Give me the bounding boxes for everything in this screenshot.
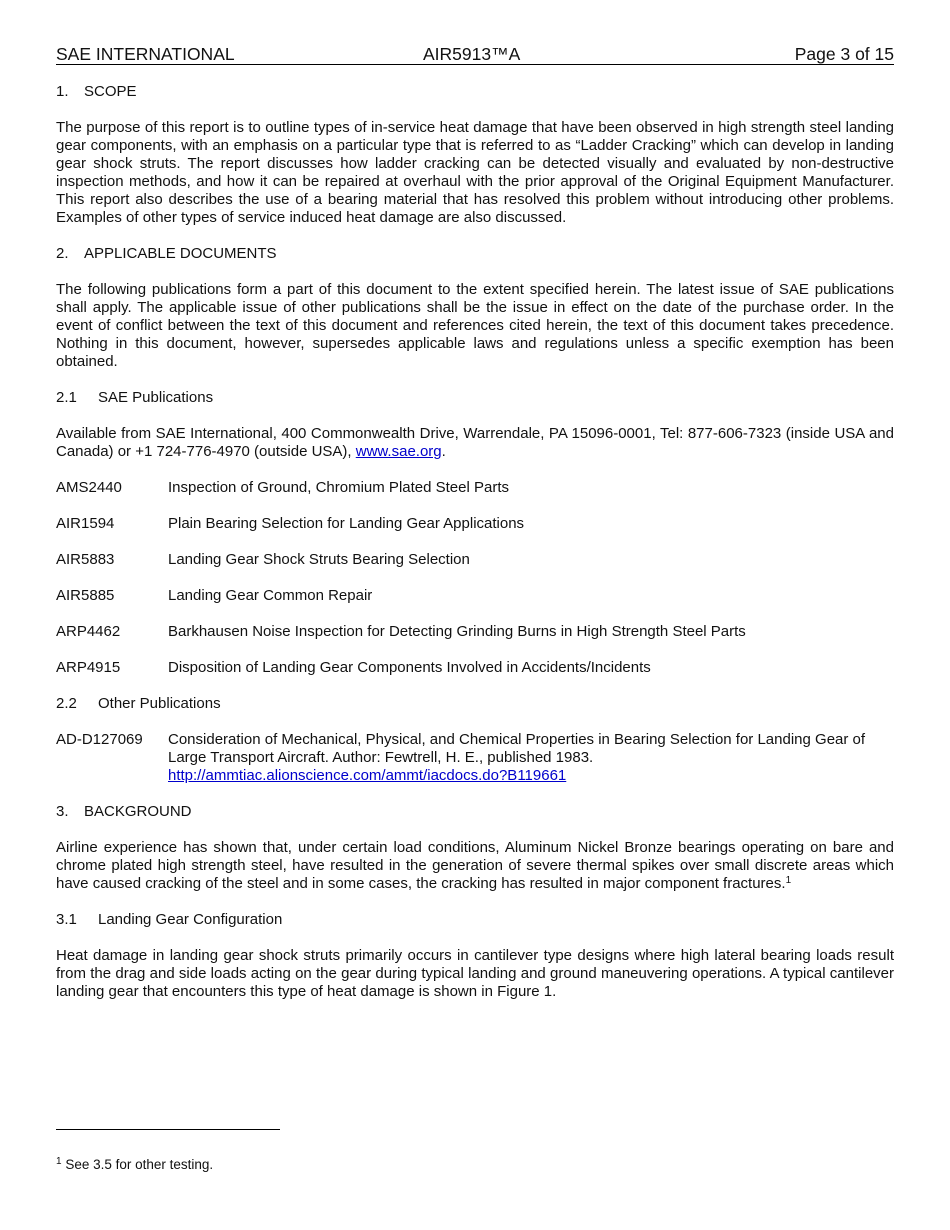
reference-title: Inspection of Ground, Chromium Plated Steel Parts [168,479,510,496]
header-doc-number: AIR5913™A [423,44,521,64]
header-org: SAE INTERNATIONAL [56,44,235,64]
section-number: 2.1 [56,389,77,406]
section-number: 1. [56,83,69,100]
reference-title: Landing Gear Common Repair [168,587,373,604]
reference-title: Consideration of Mechanical, Physical, and Chemical Properties in Bearing Selection for Landing Gear of Large Transport Aircraft. Author: Fewtrell, H. E., published 1983. [168,731,866,766]
section-title: SAE Publications [98,389,214,406]
reference-title: Landing Gear Shock Struts Bearing Selection [168,551,470,568]
scope-paragraph: The purpose of this report is to outline types of in-service heat damage that have been observed in high strength steel landing gear components, with an emphasis on a particular type that is referred to as “Ladder Cracking” which can develop in landing gear shock struts. The report discusses how ladder cracking can be detected visually and evaluated by non-destructive inspection methods, and how it can be repaired at overhaul with the prior approval of the Original Equipment Manufacturer. This report also describes the use of a bearing material that has resolved this problem without introducing other problems. Examples of other types of service induced heat damage are also discussed. [56,119,894,226]
background-text: Airline experience has shown that, under certain load conditions, Aluminum Nickel Bronze bearings operating on bare and chrome plated high strength steel, have resulted in the generation of severe thermal spikes over small discrete areas which have caused cracking of the steel and in some cases, the cracking has resulted in major component fractures. [56,839,894,892]
reference-row [56,587,894,605]
reference-row [56,623,894,641]
section-title: Landing Gear Configuration [98,911,283,928]
reference-row [56,551,894,569]
section-title: Other Publications [98,695,221,712]
section-heading-applicable-documents [56,245,894,263]
sae-website-link[interactable]: www.sae.org [355,443,442,460]
document-body [56,83,894,1001]
section-heading-scope [56,83,894,101]
section-heading-other-publications [56,695,894,713]
reference-title: Plain Bearing Selection for Landing Gear Applications [168,515,525,532]
section-heading-sae-publications [56,389,894,407]
section-number: 2.2 [56,695,77,712]
availability-end: . [441,443,446,460]
section-title: BACKGROUND [84,803,192,820]
landing-gear-configuration-paragraph: Heat damage in landing gear shock struts primarily occurs in cantilever type designs where high lateral bearing loads result from the drag and side loads acting on the gear during typical landing and ground maneuvering operations. A typical cantilever landing gear that encounters this type of heat damage is shown in Figure 1. [56,947,894,1000]
reference-code: AD-D127069 [56,731,143,748]
section-title: SCOPE [84,83,137,100]
footnote-reference[interactable]: 1 [785,875,792,886]
reference-row [56,659,894,677]
reference-code: AIR1594 [56,515,115,532]
reference-code: AMS2440 [56,479,122,496]
header-page-number: Page 3 of 15 [794,44,894,64]
reference-row [56,479,894,497]
footnote-number: 1 [56,1156,62,1167]
footnote [56,1156,213,1174]
reference-title: Barkhausen Noise Inspection for Detecting Grinding Burns in High Strength Steel Parts [168,623,746,640]
page-header [56,44,894,65]
reference-code: AIR5885 [56,587,115,604]
reference-row [56,731,894,785]
section-heading-background [56,803,894,821]
reference-row [56,515,894,533]
section-number: 3.1 [56,911,77,928]
reference-code: ARP4462 [56,623,121,640]
section-title: APPLICABLE DOCUMENTS [84,245,277,262]
footnote-text: See 3.5 for other testing. [61,1157,214,1172]
reference-title: Disposition of Landing Gear Components Involved in Accidents/Incidents [168,659,651,676]
section-heading-landing-gear-configuration [56,911,894,929]
sae-availability-paragraph [56,425,894,461]
footnote-separator [56,1129,280,1130]
availability-text: Available from SAE International, 400 Commonwealth Drive, Warrendale, PA 15096-0001, Tel: 877-606-7323 (inside USA and Canada) or +1 724-776-4970 (outside USA), [56,425,894,460]
reference-link[interactable]: http://ammtiac.alionscience.com/ammt/iacdocs.do?B119661 [168,767,567,784]
reference-code: ARP4915 [56,659,121,676]
section-number: 3. [56,803,69,820]
background-paragraph [56,839,894,893]
section-number: 2. [56,245,69,262]
applicable-documents-paragraph: The following publications form a part of this document to the extent specified herein. The latest issue of SAE publications shall apply. The applicable issue of other publications shall be the issue in effect on the date of the purchase order. In the event of conflict between the text of this document and references cited herein, the text of this document takes precedence. Nothing in this document, however, supersedes applicable laws and regulations unless a specific exemption has been obtained. [56,281,894,370]
reference-code: AIR5883 [56,551,115,568]
